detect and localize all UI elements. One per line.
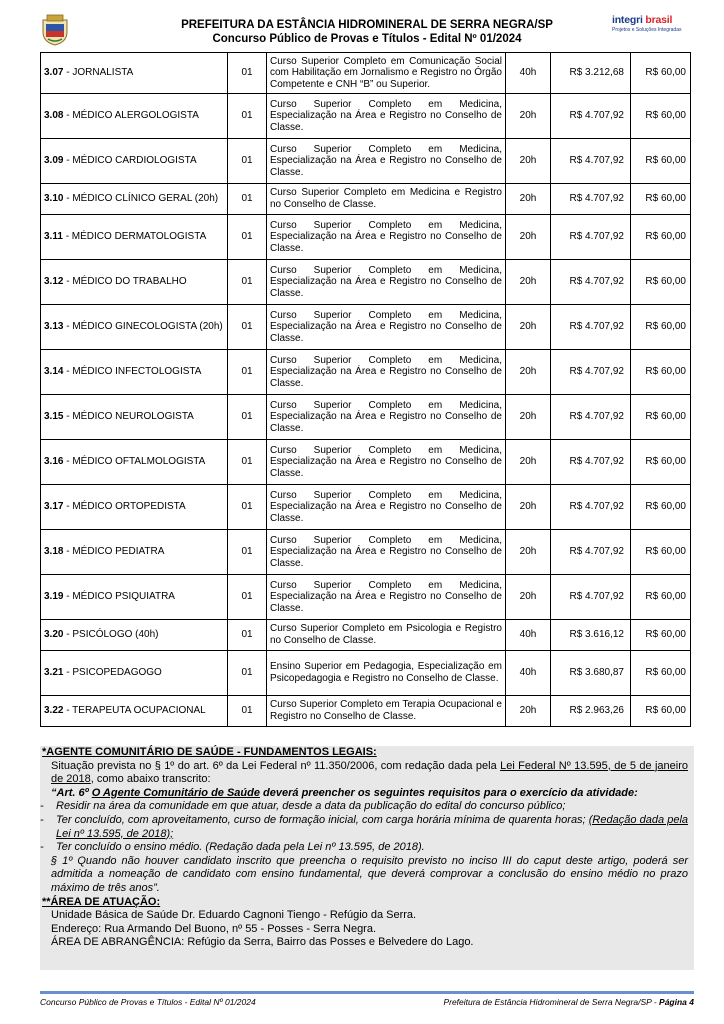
requirements-cell: Curso Superior Completo em Psicologia e Registro no Conselho de Classe. — [267, 620, 506, 651]
workload-cell: 40h — [506, 620, 551, 651]
workload-cell: 20h — [506, 575, 551, 620]
requirements-cell: Curso Superior Completo em Medicina, Especialização na Área e Registro no Conselho de Classe. — [267, 260, 506, 305]
salary-cell: R$ 4.707,92 — [551, 440, 631, 485]
salary-cell: R$ 3.212,68 — [551, 53, 631, 94]
position-name-cell: 3.07 - JORNALISTA — [41, 53, 228, 94]
table-row — [41, 440, 691, 485]
position-name-cell: 3.12 - MÉDICO DO TRABALHO — [41, 260, 228, 305]
vacancies-cell: 01 — [228, 139, 267, 184]
article-paragraph: § 1º Quando não houver candidato inscrito que preencha o requisito previsto no inciso III do caput deste artigo, poderá ser admitida a nomeação de candidato com ensino fundamental, que deverá comprovar a conclusão do ensino médio no prazo máximo de três anos”. — [51, 854, 688, 894]
fee-cell: R$ 60,00 — [631, 696, 691, 727]
integri-brasil-logo: integri brasil Projetos e Soluções Integradas — [612, 14, 682, 33]
fee-cell: R$ 60,00 — [631, 530, 691, 575]
salary-cell: R$ 4.707,92 — [551, 305, 631, 350]
workload-cell: 20h — [506, 395, 551, 440]
fee-cell: R$ 60,00 — [631, 215, 691, 260]
fee-cell: R$ 60,00 — [631, 620, 691, 651]
vacancies-cell: 01 — [228, 53, 267, 94]
requirements-cell: Curso Superior Completo em Medicina, Especialização na Área e Registro no Conselho de Classe. — [267, 575, 506, 620]
page-header — [40, 12, 694, 52]
workload-cell: 20h — [506, 215, 551, 260]
position-name-cell: 3.16 - MÉDICO OFTALMOLOGISTA — [41, 440, 228, 485]
positions-table-body — [41, 53, 691, 727]
positions-table — [40, 52, 691, 727]
fee-cell: R$ 60,00 — [631, 139, 691, 184]
requirements-cell: Ensino Superior em Pedagogia, Especialização em Psicopedagogia e Registro no Conselho de Classe. — [267, 651, 506, 696]
fee-cell: R$ 60,00 — [631, 485, 691, 530]
salary-cell: R$ 4.707,92 — [551, 215, 631, 260]
vacancies-cell: 01 — [228, 530, 267, 575]
law-reference-link: Lei Federal Nº 13.595, de 5 de janeiro de 2018 — [51, 759, 688, 786]
legal-heading: *AGENTE COMUNITÁRIO DE SAÚDE - FUNDAMENTOS LEGAIS: — [42, 746, 377, 758]
position-name-cell: 3.09 - MÉDICO CARDIOLOGISTA — [41, 139, 228, 184]
workload-cell: 20h — [506, 485, 551, 530]
workload-cell: 20h — [506, 350, 551, 395]
fee-cell: R$ 60,00 — [631, 184, 691, 215]
page-title: PREFEITURA DA ESTÂNCIA HIDROMINERAL DE SERRA NEGRA/SP — [181, 19, 553, 31]
table-row — [41, 260, 691, 305]
workload-cell: 20h — [506, 696, 551, 727]
fee-cell: R$ 60,00 — [631, 53, 691, 94]
table-row — [41, 485, 691, 530]
position-name-cell: 3.20 - PSICÓLOGO (40h) — [41, 620, 228, 651]
salary-cell: R$ 4.707,92 — [551, 94, 631, 139]
table-row — [41, 696, 691, 727]
area-heading: **ÁREA DE ATUAÇÃO: — [42, 895, 161, 908]
table-row — [41, 139, 691, 184]
table-row — [41, 350, 691, 395]
table-row — [41, 305, 691, 350]
footer-divider — [40, 991, 694, 994]
fee-cell: R$ 60,00 — [631, 395, 691, 440]
area-coverage: ÁREA DE ABRANGÊNCIA: Refúgio da Serra, Bairro das Posses e Belvedere do Lago. — [51, 936, 474, 949]
fee-cell: R$ 60,00 — [631, 575, 691, 620]
workload-cell: 20h — [506, 440, 551, 485]
position-name-cell: 3.19 - MÉDICO PSIQUIATRA — [41, 575, 228, 620]
vacancies-cell: 01 — [228, 620, 267, 651]
requirement-item: - Residir na área da comunidade em que atuar, desde a data da publicação do edital do concurso público; — [40, 800, 566, 813]
salary-cell: R$ 4.707,92 — [551, 575, 631, 620]
vacancies-cell: 01 — [228, 184, 267, 215]
position-name-cell: 3.14 - MÉDICO INFECTOLOGISTA — [41, 350, 228, 395]
table-row — [41, 575, 691, 620]
position-name-cell: 3.15 - MÉDICO NEUROLOGISTA — [41, 395, 228, 440]
salary-cell: R$ 4.707,92 — [551, 260, 631, 305]
requirements-cell: Curso Superior Completo em Medicina, Especialização na Área e Registro no Conselho de Classe. — [267, 440, 506, 485]
workload-cell: 40h — [506, 651, 551, 696]
vacancies-cell: 01 — [228, 395, 267, 440]
requirements-cell: Curso Superior Completo em Medicina e Registro no Conselho de Classe. — [267, 184, 506, 215]
workload-cell: 20h — [506, 530, 551, 575]
table-row — [41, 184, 691, 215]
vacancies-cell: 01 — [228, 696, 267, 727]
page-number: Página 4 — [659, 997, 694, 1007]
vacancies-cell: 01 — [228, 485, 267, 530]
salary-cell: R$ 3.616,12 — [551, 620, 631, 651]
fee-cell: R$ 60,00 — [631, 440, 691, 485]
requirement-item: - Ter concluído, com aproveitamento, curso de formação inicial, com carga horária mínima de quarenta horas; (Redação dada pela Lei nº 13.595, de 2018); — [40, 813, 689, 840]
workload-cell: 40h — [506, 53, 551, 94]
position-name-cell: 3.21 - PSICOPEDAGOGO — [41, 651, 228, 696]
vacancies-cell: 01 — [228, 350, 267, 395]
fee-cell: R$ 60,00 — [631, 94, 691, 139]
salary-cell: R$ 4.707,92 — [551, 184, 631, 215]
header-title-block — [40, 18, 694, 46]
legal-intro: Situação prevista no § 1º do art. 6º da Lei Federal nº 11.350/2006, com redação dada pela Lei Federal Nº 13.595, de 5 de janeiro de 2018, como abaixo transcrito: — [51, 759, 688, 786]
requirements-cell: Curso Superior Completo em Medicina, Especialização na Área e Registro no Conselho de Classe. — [267, 350, 506, 395]
position-name-cell: 3.17 - MÉDICO ORTOPEDISTA — [41, 485, 228, 530]
fee-cell: R$ 60,00 — [631, 260, 691, 305]
area-unit: Unidade Básica de Saúde Dr. Eduardo Cagnoni Tiengo - Refúgio da Serra. — [51, 909, 417, 922]
footer-right: Prefeitura de Estância Hidromineral de Serra Negra/SP - Página 4 — [443, 997, 694, 1007]
legal-foundations-box — [40, 746, 694, 970]
table-row — [41, 651, 691, 696]
position-name-cell: 3.08 - MÉDICO ALERGOLOGISTA — [41, 94, 228, 139]
salary-cell: R$ 4.707,92 — [551, 395, 631, 440]
fee-cell: R$ 60,00 — [631, 305, 691, 350]
table-row — [41, 530, 691, 575]
requirement-item: - Ter concluído o ensino médio. (Redação dada pela Lei nº 13.595, de 2018). — [40, 841, 425, 854]
fee-cell: R$ 60,00 — [631, 350, 691, 395]
workload-cell: 20h — [506, 305, 551, 350]
position-name-cell: 3.13 - MÉDICO GINECOLOGISTA (20h) — [41, 305, 228, 350]
vacancies-cell: 01 — [228, 651, 267, 696]
workload-cell: 20h — [506, 260, 551, 305]
requirements-cell: Curso Superior Completo em Medicina, Especialização na Área e Registro no Conselho de Classe. — [267, 395, 506, 440]
page-subtitle: Concurso Público de Provas e Títulos - Edital Nº 01/2024 — [212, 33, 522, 45]
salary-cell: R$ 2.963,26 — [551, 696, 631, 727]
position-name-cell: 3.18 - MÉDICO PEDIATRA — [41, 530, 228, 575]
requirements-cell: Curso Superior Completo em Medicina, Especialização na Área e Registro no Conselho de Classe. — [267, 305, 506, 350]
requirements-cell: Curso Superior Completo em Medicina, Especialização na Área e Registro no Conselho de Classe. — [267, 94, 506, 139]
requirements-cell: Curso Superior Completo em Medicina, Especialização na Área e Registro no Conselho de Classe. — [267, 485, 506, 530]
requirements-cell: Curso Superior Completo em Medicina, Especialização na Área e Registro no Conselho de Classe. — [267, 215, 506, 260]
position-name-cell: 3.11 - MÉDICO DERMATOLOGISTA — [41, 215, 228, 260]
vacancies-cell: 01 — [228, 305, 267, 350]
vacancies-cell: 01 — [228, 260, 267, 305]
table-row — [41, 215, 691, 260]
salary-cell: R$ 4.707,92 — [551, 139, 631, 184]
table-row — [41, 395, 691, 440]
workload-cell: 20h — [506, 94, 551, 139]
footer-left: Concurso Público de Provas e Títulos - Edital Nº 01/2024 — [40, 997, 256, 1007]
vacancies-cell: 01 — [228, 575, 267, 620]
salary-cell: R$ 4.707,92 — [551, 485, 631, 530]
position-name-cell: 3.22 - TERAPEUTA OCUPACIONAL — [41, 696, 228, 727]
table-row — [41, 620, 691, 651]
vacancies-cell: 01 — [228, 94, 267, 139]
vacancies-cell: 01 — [228, 215, 267, 260]
workload-cell: 20h — [506, 184, 551, 215]
requirements-cell: Curso Superior Completo em Terapia Ocupacional e Registro no Conselho de Classe. — [267, 696, 506, 727]
table-row — [41, 53, 691, 94]
salary-cell: R$ 3.680,87 — [551, 651, 631, 696]
requirements-cell: Curso Superior Completo em Comunicação Social com Habilitação em Jornalismo e Registro no Órgão Competente e CNH “B” ou Superior. — [267, 53, 506, 94]
requirements-cell: Curso Superior Completo em Medicina, Especialização na Área e Registro no Conselho de Classe. — [267, 139, 506, 184]
workload-cell: 20h — [506, 139, 551, 184]
requirements-cell: Curso Superior Completo em Medicina, Especialização na Área e Registro no Conselho de Classe. — [267, 530, 506, 575]
salary-cell: R$ 4.707,92 — [551, 350, 631, 395]
table-row — [41, 94, 691, 139]
position-name-cell: 3.10 - MÉDICO CLÍNICO GERAL (20h) — [41, 184, 228, 215]
article-text: “Art. 6º O Agente Comunitário de Saúde deverá preencher os seguintes requisitos para o exercício da atividade: — [51, 786, 638, 799]
salary-cell: R$ 4.707,92 — [551, 530, 631, 575]
fee-cell: R$ 60,00 — [631, 651, 691, 696]
vacancies-cell: 01 — [228, 440, 267, 485]
area-address: Endereço: Rua Armando Del Buono, nº 55 - Posses - Serra Negra. — [51, 922, 377, 935]
